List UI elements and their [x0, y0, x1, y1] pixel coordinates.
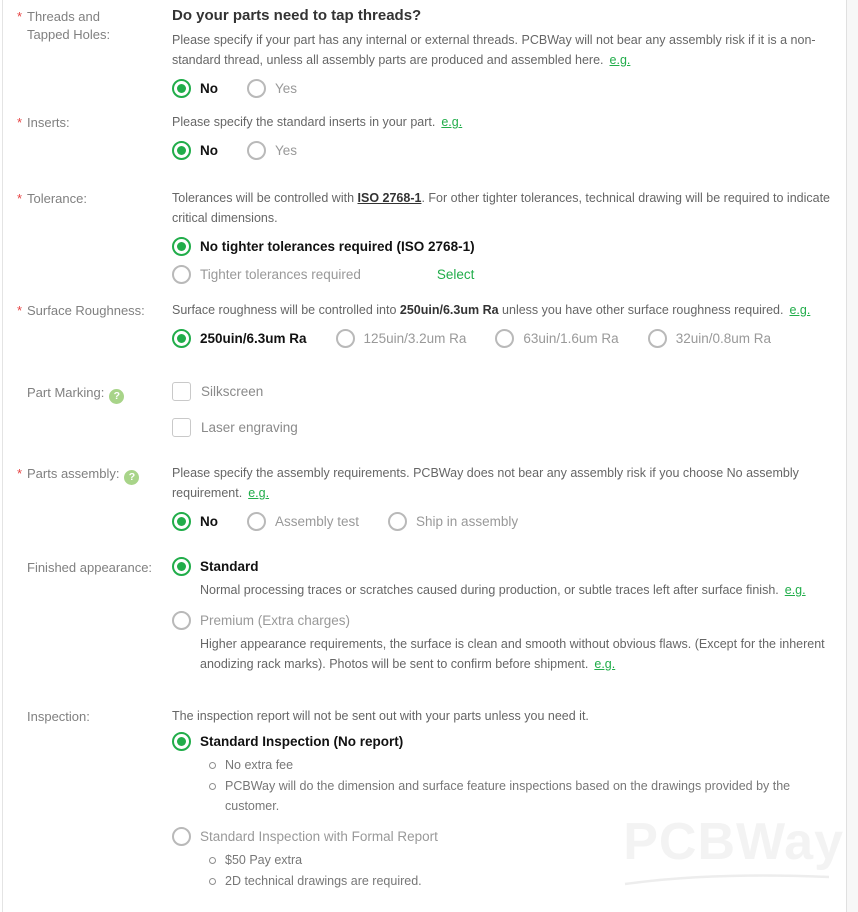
radio-appearance-premium[interactable]: Premium (Extra charges): [172, 611, 805, 630]
field-description: Please specify the assembly requirements. PCBWay does not bear any assembly risk if you choose No assembly requirement. e.g.: [172, 466, 799, 500]
field-label-tolerance: * Tolerance:: [17, 191, 87, 206]
question-title: Do your parts need to tap threads?: [172, 7, 422, 24]
inspection-formal-bullets: [209, 850, 834, 891]
required-asterisk: *: [17, 9, 23, 24]
radio-no-tighter-tolerances[interactable]: No tighter tolerances required (ISO 2768-1): [172, 237, 805, 256]
field-description: Tolerances will be controlled with ISO 2768-1. For other tighter tolerances, technical drawing will be required to indicate critical dimensions.: [172, 191, 830, 225]
radio-unselected-icon: [495, 329, 514, 348]
inspection-standard-bullets: [209, 755, 834, 816]
section-inspection: [0, 706, 858, 891]
field-description: Please specify the standard inserts in your part. e.g.: [172, 115, 463, 129]
eg-link[interactable]: e.g.: [594, 657, 616, 671]
section-tolerance: [0, 188, 858, 284]
section-part-marking: [0, 382, 858, 437]
field-label-part-marking: Part Marking: ?: [0, 382, 172, 437]
part-marking-options: [172, 382, 834, 437]
field-label-inserts: * Inserts:: [17, 115, 70, 130]
radio-selected-icon: [172, 557, 191, 576]
panel-left-border: [2, 0, 3, 912]
parts-assembly-options: [172, 512, 834, 531]
bullet-icon: [209, 762, 216, 769]
eg-link[interactable]: e.g.: [441, 115, 463, 129]
bullet-icon: [209, 857, 216, 864]
radio-selected-icon: [172, 329, 191, 348]
checkbox-icon: [172, 418, 191, 437]
field-description: Surface roughness will be controlled into 250uin/6.3um Ra unless you have other surface roughness required. e.g.: [172, 303, 811, 317]
inserts-options: [172, 141, 834, 160]
appearance-premium-option: [172, 611, 834, 674]
radio-selected-icon: [172, 79, 191, 98]
option-description: Higher appearance requirements, the surface is clean and smooth without obvious flaws. (Except for the inherent anodizing rack marks). Photos will be sent to confirm before shipment. e.g.: [200, 637, 825, 671]
select-tolerance-link[interactable]: Select: [436, 267, 475, 282]
section-surface-roughness: [0, 300, 858, 348]
radio-unselected-icon: [336, 329, 355, 348]
radio-threads-no[interactable]: No: [172, 79, 218, 98]
radio-assembly-no[interactable]: No: [172, 512, 218, 531]
radio-appearance-standard[interactable]: Standard: [172, 557, 805, 576]
radio-unselected-icon: [247, 512, 266, 531]
radio-roughness-63uin[interactable]: 63uin/1.6um Ra: [495, 329, 618, 348]
tolerance-options: [172, 237, 834, 284]
radio-selected-icon: [172, 141, 191, 160]
section-inserts: [0, 112, 858, 160]
eg-link[interactable]: e.g.: [609, 53, 631, 67]
help-icon[interactable]: ?: [109, 389, 124, 404]
radio-unselected-icon: [172, 265, 191, 284]
radio-ship-in-assembly[interactable]: Ship in assembly: [388, 512, 518, 531]
checkbox-icon: [172, 382, 191, 401]
section-finished-appearance: [0, 557, 858, 674]
radio-roughness-250uin[interactable]: 250uin/6.3um Ra: [172, 329, 307, 348]
inspection-formal-option: [172, 827, 834, 891]
section-parts-assembly: [0, 463, 858, 531]
bullet-item: PCBWay will do the dimension and surface feature inspections based on the drawings provided by the customer.: [209, 776, 834, 816]
radio-unselected-icon: [247, 79, 266, 98]
surface-roughness-options: [172, 329, 834, 348]
threads-options: [172, 79, 834, 98]
field-label-threads: [0, 6, 172, 98]
radio-selected-icon: [172, 237, 191, 256]
appearance-standard-option: [172, 557, 834, 600]
radio-inserts-no[interactable]: No: [172, 141, 218, 160]
field-description: Please specify if your part has any internal or external threads. PCBWay will not bear any assembly risk if it is a non-standard thread, unless all assembly parts are produced and assembled here. e.g.: [172, 33, 816, 67]
field-description: The inspection report will not be sent out with your parts unless you need it.: [172, 709, 589, 723]
eg-link[interactable]: e.g.: [248, 486, 270, 500]
required-asterisk: *: [17, 115, 23, 130]
field-label-text: Threads and: [27, 9, 100, 24]
bullet-icon: [209, 783, 216, 790]
help-icon[interactable]: ?: [124, 470, 139, 485]
bullet-item: 2D technical drawings are required.: [209, 871, 834, 891]
section-threads: [0, 6, 858, 98]
radio-unselected-icon: [172, 827, 191, 846]
radio-formal-report-inspection[interactable]: Standard Inspection with Formal Report: [172, 827, 805, 846]
field-label-surface-roughness: * Surface Roughness:: [17, 303, 145, 318]
required-asterisk: *: [17, 191, 23, 206]
field-label-inspection: Inspection:: [27, 709, 90, 724]
field-label-parts-assembly: * Parts assembly: ?: [0, 463, 172, 531]
bullet-item: $50 Pay extra: [209, 850, 834, 870]
radio-roughness-32uin[interactable]: 32uin/0.8um Ra: [648, 329, 771, 348]
iso-2768-link[interactable]: ISO 2768-1: [357, 191, 422, 205]
radio-inserts-yes[interactable]: Yes: [247, 141, 297, 160]
radio-assembly-test[interactable]: Assembly test: [247, 512, 359, 531]
eg-link[interactable]: e.g.: [789, 303, 811, 317]
radio-selected-icon: [172, 512, 191, 531]
checkbox-silkscreen[interactable]: Silkscreen: [172, 382, 834, 401]
required-asterisk: *: [17, 466, 23, 481]
radio-unselected-icon: [388, 512, 407, 531]
radio-unselected-icon: [648, 329, 667, 348]
pcbway-watermark-text: PCBWay: [623, 813, 844, 871]
scrollbar-track[interactable]: [846, 0, 858, 912]
eg-link[interactable]: e.g.: [784, 583, 806, 597]
radio-selected-icon: [172, 732, 191, 751]
radio-unselected-icon: [247, 141, 266, 160]
required-asterisk: *: [17, 303, 23, 318]
field-label-text: Tapped Holes:: [27, 27, 111, 42]
option-description: Normal processing traces or scratches caused during production, or subtle traces left after surface finish. e.g.: [200, 583, 806, 597]
radio-roughness-125uin[interactable]: 125uin/3.2um Ra: [336, 329, 467, 348]
bullet-icon: [209, 878, 216, 885]
radio-standard-inspection[interactable]: Standard Inspection (No report): [172, 732, 805, 751]
field-label-finished-appearance: Finished appearance:: [27, 560, 153, 575]
checkbox-laser-engraving[interactable]: Laser engraving: [172, 418, 834, 437]
radio-threads-yes[interactable]: Yes: [247, 79, 297, 98]
radio-tighter-tolerances[interactable]: Tighter tolerances required Select: [172, 265, 834, 284]
bullet-item: No extra fee: [209, 755, 834, 775]
radio-unselected-icon: [172, 611, 191, 630]
inspection-standard-option: [172, 732, 834, 816]
